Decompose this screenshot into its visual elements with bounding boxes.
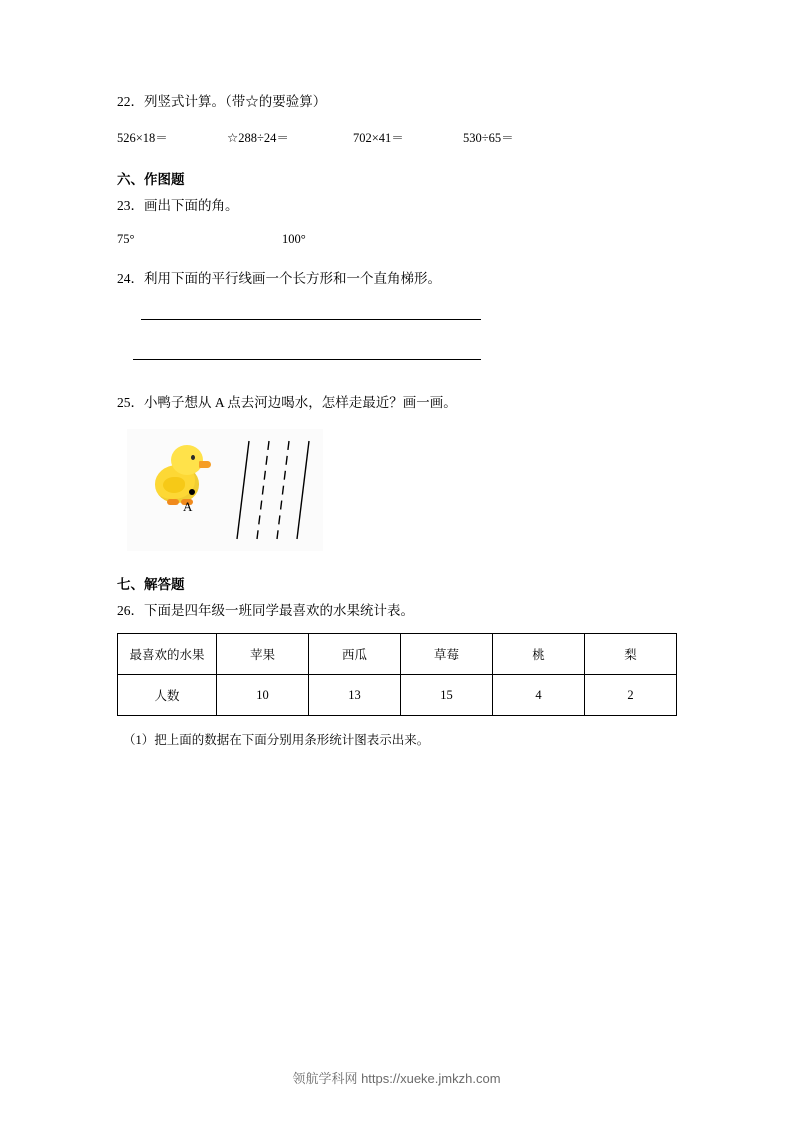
river-lines-icon	[235, 437, 313, 543]
angle-value-2: 100°	[282, 232, 306, 246]
duck-river-figure	[127, 429, 323, 551]
parallel-lines-figure	[131, 311, 677, 371]
fruit-pear: 梨	[585, 634, 677, 675]
count-apple: 10	[217, 675, 309, 716]
table-row-values	[118, 675, 677, 716]
fruit-peach: 桃	[493, 634, 585, 675]
parallel-line-top	[141, 319, 481, 320]
calc-item-2: ☆288÷24＝	[227, 131, 289, 145]
fruit-strawberry: 草莓	[401, 634, 493, 675]
question-25-title: 25．小鸭子想从 A 点去河边喝水，怎样走最近？画一画。	[117, 395, 457, 410]
question-22-items	[117, 128, 677, 146]
question-26-sub1: （1）把上面的数据在下面分别用条形统计图表示出来。	[123, 733, 430, 747]
question-22-title: 22．列竖式计算。（带☆的要验算）	[117, 94, 327, 109]
fruit-apple: 苹果	[217, 634, 309, 675]
table-row-header	[118, 634, 677, 675]
count-peach: 4	[493, 675, 585, 716]
count-strawberry: 15	[401, 675, 493, 716]
parallel-line-bottom	[133, 359, 481, 360]
duck-beak-shape	[199, 461, 211, 468]
point-a-dot	[189, 489, 195, 495]
footer-watermark: 领航学科网 https://xueke.jmkzh.com	[292, 1071, 501, 1086]
duck-wing-shape	[163, 477, 185, 493]
duck-head-shape	[171, 445, 203, 475]
question-24-title: 24．利用下面的平行线画一个长方形和一个直角梯形。	[117, 271, 441, 286]
fruit-statistics-table	[117, 633, 677, 716]
count-watermelon: 13	[309, 675, 401, 716]
calc-item-1: 526×18＝	[117, 131, 168, 145]
row-header-count: 人数	[118, 675, 217, 716]
section-heading-seven: 七、解答题	[117, 577, 185, 592]
calc-item-4: 530÷65＝	[463, 131, 514, 145]
fruit-watermelon: 西瓜	[309, 634, 401, 675]
calc-item-3: 702×41＝	[353, 131, 404, 145]
page-content	[117, 92, 677, 748]
section-heading-six: 六、作图题	[117, 172, 185, 187]
angle-value-1: 75°	[117, 232, 135, 246]
duck-foot-left	[167, 499, 179, 505]
count-pear: 2	[585, 675, 677, 716]
duck-icon	[149, 443, 211, 505]
question-23-title: 23．画出下面的角。	[117, 198, 239, 213]
row-header-fruit: 最喜欢的水果	[118, 634, 217, 675]
question-26-title: 26．下面是四年级一班同学最喜欢的水果统计表。	[117, 603, 414, 618]
point-a-label: A	[183, 499, 193, 514]
duck-eye-shape	[191, 455, 195, 460]
question-23-angles	[117, 232, 677, 247]
